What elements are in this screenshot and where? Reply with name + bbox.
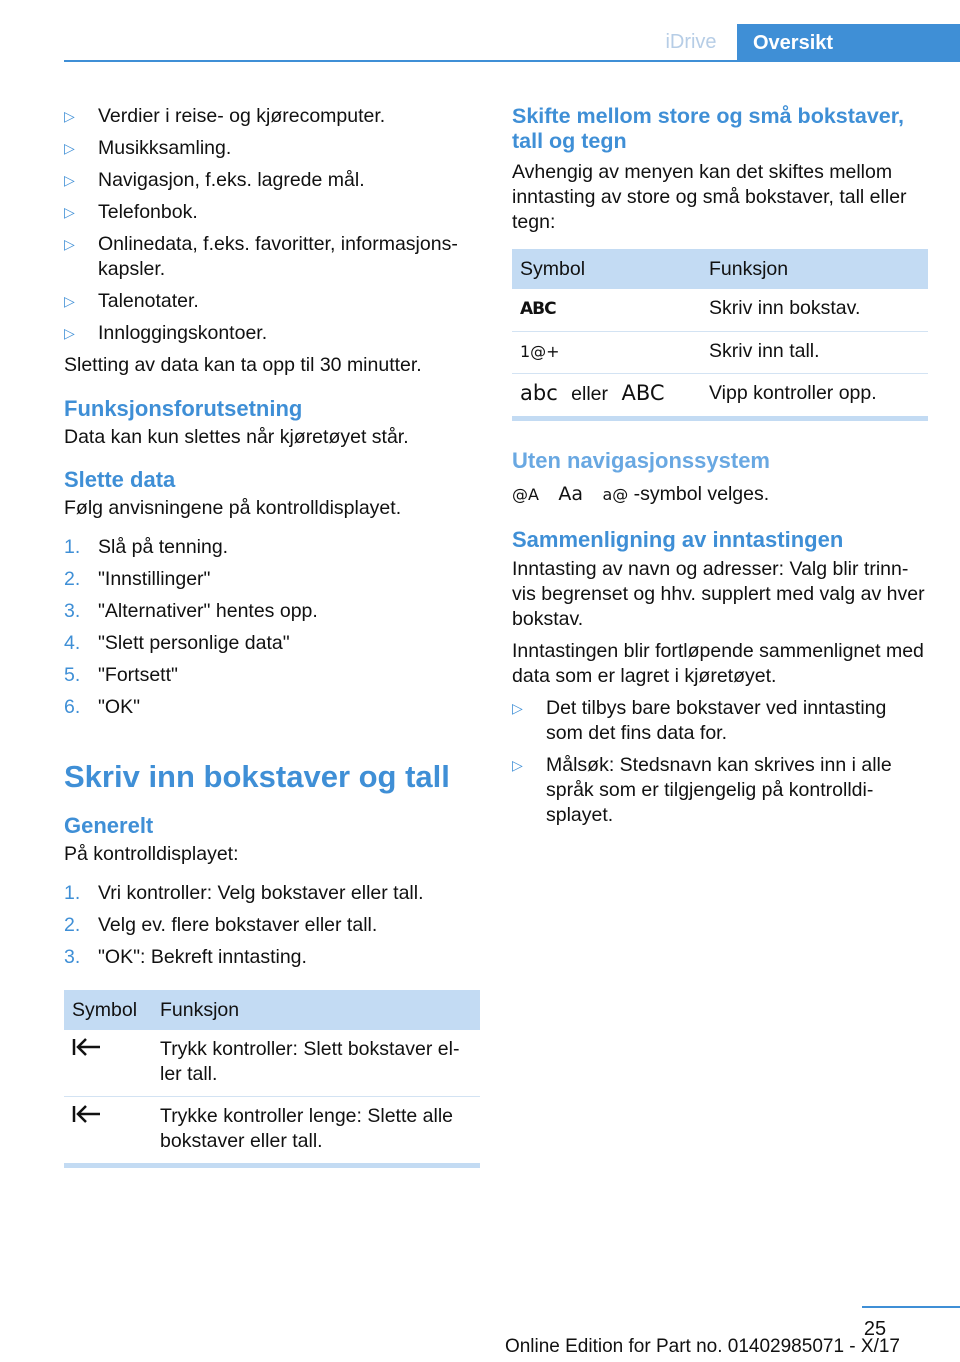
table-cell: Skriv inn bokstav. <box>701 289 928 332</box>
table-footer-bar <box>512 416 928 421</box>
triangle-bullet-icon: ▷ <box>512 757 523 773</box>
samm-paragraph-2: Inntastingen blir fortløpende sammenlignet med data som er lagret i kjøretøyet. <box>512 640 924 687</box>
skifte-heading: Skifte mellom store og små bokstaver, tall og tegn <box>512 104 904 153</box>
sletting-note: Sletting av data kan ta opp til 30 minutter. <box>64 354 422 376</box>
table-cell: Skriv inn tall. <box>701 332 928 374</box>
list-item: 5. "Fortsett" <box>64 664 178 686</box>
tab-idrive[interactable]: iDrive <box>665 31 717 53</box>
list-item: 1. Vri kontroller: Velg bokstaver eller tall. <box>64 882 424 904</box>
col-header-funksjon: Funksjon <box>701 249 928 289</box>
eller-label: eller <box>571 383 609 405</box>
funksjons-heading: Funksjonsforutsetning <box>64 396 303 421</box>
table-header-row <box>512 249 928 289</box>
triangle-bullet-icon: ▷ <box>64 293 75 309</box>
lowercase-symbol-icon: abc <box>520 381 558 405</box>
symbol-table <box>64 990 480 1163</box>
uppercase-abc-icon: ABC <box>621 381 665 405</box>
list-item: ▷ Telefonbok. <box>64 201 198 223</box>
list-item: ▷ Onlinedata, f.eks. favoritter, informasjons-kapsler. <box>64 233 458 280</box>
list-item: 3. "Alternativer" hentes opp. <box>64 600 318 622</box>
list-item: ▷ Innloggingskontoer. <box>64 322 268 344</box>
slette-text: Følg anvisningene på kontrolldisplayet. <box>64 497 402 519</box>
table-row <box>64 1097 480 1164</box>
table-footer-bar <box>64 1163 480 1168</box>
list-item: 4. "Slett personlige data" <box>64 632 290 654</box>
generelt-text: På kontrolldisplayet: <box>64 843 239 865</box>
table-row <box>512 374 928 417</box>
triangle-bullet-icon: ▷ <box>64 236 75 252</box>
at-capital-symbol-icon: @A <box>512 485 539 504</box>
list-item: 6. "OK" <box>64 696 141 718</box>
delete-back-icon <box>72 1037 102 1057</box>
table-row <box>512 289 928 332</box>
table-row <box>64 1030 480 1097</box>
col-header-symbol: Symbol <box>512 249 701 289</box>
delete-back-icon <box>72 1104 102 1124</box>
table-cell: Trykk kontroller: Slett bokstaver el-ler tall. <box>152 1030 480 1097</box>
table-header-row <box>64 990 480 1030</box>
page-number: 25 <box>863 1318 887 1340</box>
list-item: ▷ Målsøk: Stedsnavn kan skrives inn i alle språk som er tilgjengelig på kontrolldi-splayet. <box>512 754 892 826</box>
table-row <box>512 332 928 374</box>
triangle-bullet-icon: ▷ <box>64 108 75 124</box>
col-header-symbol: Symbol <box>64 990 152 1030</box>
list-item: ▷ Musikksamling. <box>64 137 232 159</box>
uten-heading: Uten navigasjonssystem <box>512 448 770 473</box>
slette-heading: Slette data <box>64 467 176 492</box>
list-item: ▷ Navigasjon, f.eks. lagrede mål. <box>64 169 365 191</box>
samm-paragraph-1: Inntasting av navn og adresser: Valg blir trinn-vis begrenset og hhv. supplert med valg av hver bokstav. <box>512 558 925 630</box>
uppercase-symbol-icon: ABC <box>520 299 556 319</box>
small-at-symbol-icon: a@ <box>602 485 629 504</box>
tab-oversikt[interactable]: Oversikt <box>737 24 960 62</box>
list-item: ▷ Verdier i reise- og kjørecomputer. <box>64 105 386 127</box>
main-heading: Skriv inn bokstaver og tall <box>64 759 450 794</box>
triangle-bullet-icon: ▷ <box>64 325 75 341</box>
list-item: 1. Slå på tenning. <box>64 536 229 558</box>
right-column <box>512 104 928 835</box>
shift-table <box>512 249 928 416</box>
triangle-bullet-icon: ▷ <box>64 140 75 156</box>
triangle-bullet-icon: ▷ <box>64 172 75 188</box>
triangle-bullet-icon: ▷ <box>64 204 75 220</box>
triangle-bullet-icon: ▷ <box>512 700 523 716</box>
left-column <box>64 104 480 1168</box>
footer-rule <box>862 1306 960 1308</box>
numbers-symbol-icon: 1@+ <box>520 342 560 361</box>
list-item: 2. "Innstillinger" <box>64 568 211 590</box>
header-rule <box>64 60 960 62</box>
uten-text-line: @A Aa a@ -symbol velges. <box>512 483 770 505</box>
generelt-heading: Generelt <box>64 813 154 838</box>
skifte-text: Avhengig av menyen kan det skiftes mellom inntasting av store og små bokstaver, tall eller tegn: <box>512 161 907 233</box>
table-cell: Trykke kontroller lenge: Slette alle bokstaver eller tall. <box>160 1105 453 1152</box>
list-item: ▷ Det tilbys bare bokstaver ved inntasting som det fins data for. <box>512 697 887 744</box>
table-cell: Vipp kontroller opp. <box>709 382 877 404</box>
capital-small-symbol-icon: Aa <box>558 483 584 505</box>
list-item: 2. Velg ev. flere bokstaver eller tall. <box>64 914 378 936</box>
list-item: 3. "OK": Bekreft inntasting. <box>64 946 307 968</box>
edition-line: Online Edition for Part no. 01402985071 - X/17 <box>504 1336 900 1357</box>
funksjons-text: Data kan kun slettes når kjøretøyet står. <box>64 426 409 448</box>
col-header-funksjon: Funksjon <box>152 990 480 1030</box>
samm-heading: Sammenligning av inntastingen <box>512 527 844 552</box>
list-item: ▷ Talenotater. <box>64 290 199 312</box>
